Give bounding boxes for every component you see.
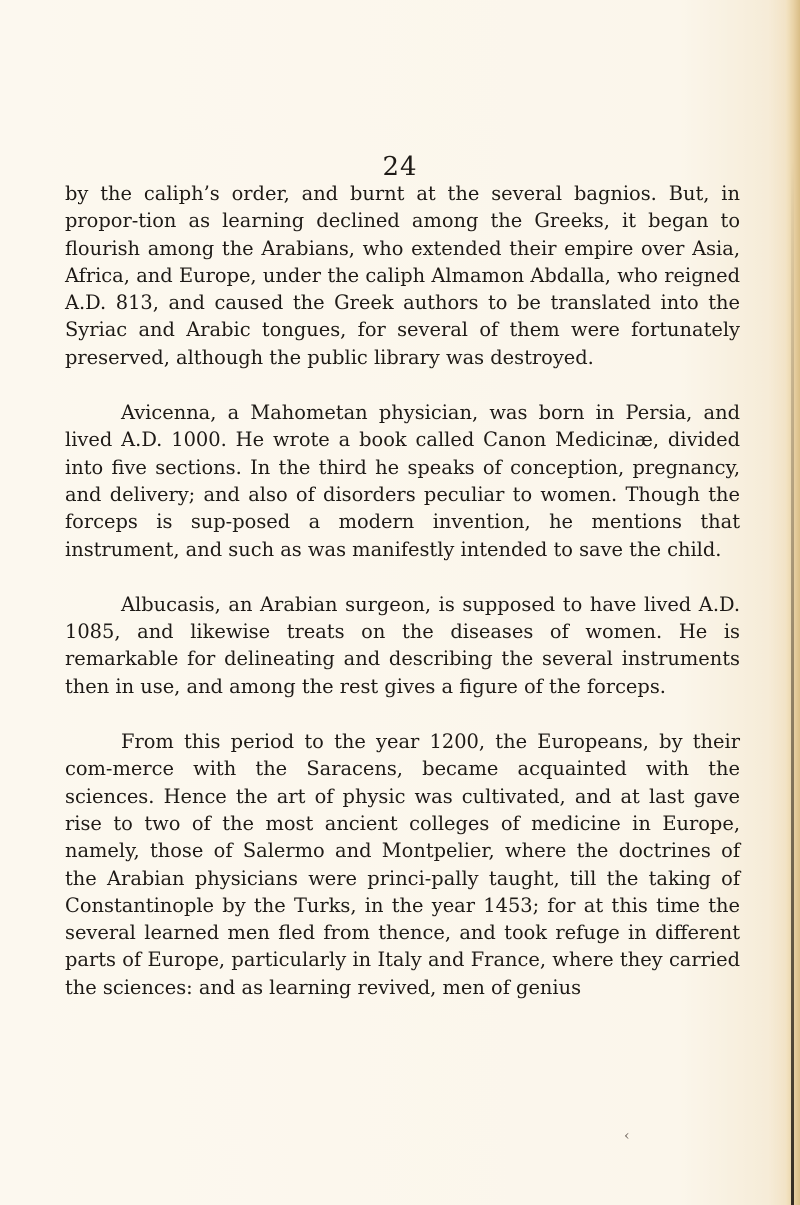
paragraph-2: Avicenna, a Mahometan physician, was born in Persia, and lived A.D. 1000. He wrote a book called Canon Medicinæ, divided into five sections. In the third he speaks of conception, pregnancy, and delivery; and also of disorders peculiar to women. Though the forceps is sup-posed a modern invention, he mentions that instrument, and such as was manifestly intended to save the child. [65, 401, 740, 561]
binding-shadow [791, 160, 794, 1205]
page-number: 24 [382, 152, 418, 182]
paragraph-3: Albucasis, an Arabian surgeon, is supposed to have lived A.D. 1085, and likewise treats on the diseases of women. He is remarkable for delineating and describing the several instruments then in use, and among the rest gives a figure of the forceps. [65, 592, 740, 698]
paragraph-4: From this period to the year 1200, the Europeans, by their com-merce with the Saracens, became acquainted with the sciences. Hence the art of physic was cultivated, and at last gave rise to two of the most ancient colleges of medicine in Europe, namely, those of Salermo and Montpelier, where the doctrines of the Arabian physicians were princi-pally taught, till the taking of Constantinople by the Turks, in the year 1453; for at this time the several learned men fled from thence, and took refuge in different parts of Europe, particularly in Italy and France, where they carried the sciences: and as learning revived, men of genius [65, 730, 740, 999]
paragraph-1: by the caliph’s order, and burnt at the several bagnios. But, in propor-tion as learning declined among the Greeks, it began to flourish among the Arabians, who extended their empire over Asia, Africa, and Europe, under the caliph Almamon Abdalla, who reigned A.D. 813, and caused the Greek authors to be translated into the Syriac and Arabic tongues, for several of them were fortunately preserved, although the public library was destroyed. [65, 182, 740, 369]
body-text [65, 180, 740, 1001]
margin-mark: ‹ [624, 1128, 630, 1144]
